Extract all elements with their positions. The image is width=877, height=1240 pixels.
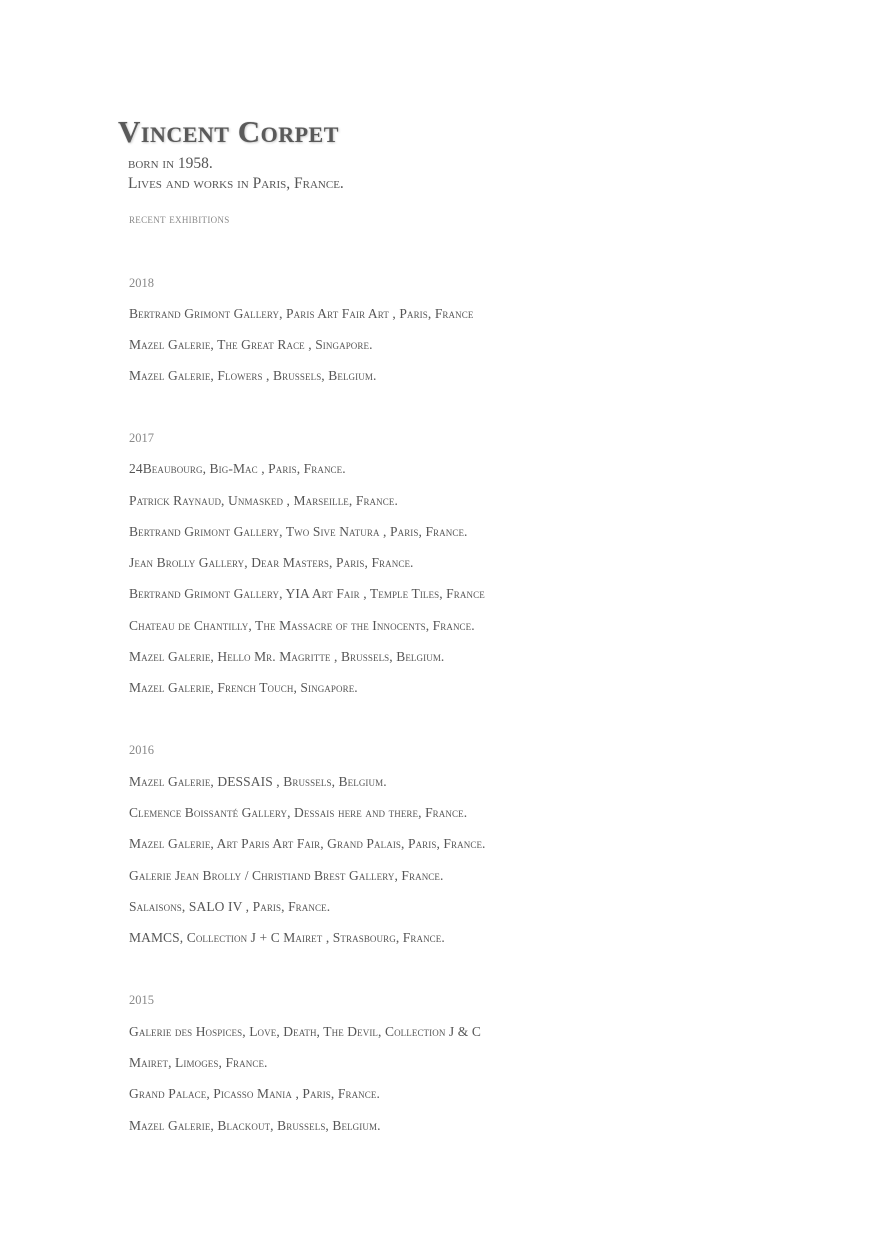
exhibition-entry: Mazel Galerie, Hello Mr. Magritte , Brussels, Belgium.: [129, 649, 445, 664]
exhibition-entry: Bertrand Grimont Gallery, YIA Art Fair , Temple Tiles, France: [129, 586, 485, 601]
exhibition-entry: 24Beaubourg, Big-Mac , Paris, France.: [129, 461, 346, 476]
exhibition-entry: Mairet, Limoges, France.: [129, 1055, 268, 1070]
exhibition-entry: Galerie des Hospices, Love, Death, The Devil, Collection J & C: [129, 1024, 481, 1039]
exhibition-entry: Bertrand Grimont Gallery, Paris Art Fair Art , Paris, France: [129, 306, 474, 321]
exhibition-entry: Clemence Boissanté Gallery, Dessais here and there, France.: [129, 805, 468, 820]
exhibition-entry: Galerie Jean Brolly / Christiand Brest Gallery, France.: [129, 868, 444, 883]
exhibition-entry: Bertrand Grimont Gallery, Two Sive Natura , Paris, France.: [129, 524, 468, 539]
exhibition-entry: Mazel Galerie, French Touch, Singapore.: [129, 680, 358, 695]
header-block: [118, 114, 344, 194]
exhibition-entry: Mazel Galerie, Art Paris Art Fair, Grand Palais, Paris, France.: [129, 836, 486, 851]
exhibition-entry: Mazel Galerie, DESSAIS , Brussels, Belgium.: [129, 774, 387, 789]
exhibition-entry: Chateau de Chantilly, The Massacre of the Innocents, France.: [129, 618, 475, 633]
bio: [128, 154, 344, 194]
section-heading-recent-exhibitions: recent exhibitions: [129, 212, 230, 226]
residence-line: Lives and works in Paris, France.: [128, 175, 344, 192]
year-heading-2018: 2018: [129, 276, 154, 290]
year-heading-2016: 2016: [129, 743, 154, 757]
year-heading-2017: 2017: [129, 431, 154, 445]
artist-name: Vincent Corpet: [118, 114, 339, 149]
exhibition-entry: MAMCS, Collection J + C Mairet , Strasbourg, France.: [129, 930, 445, 945]
exhibition-entry: Mazel Galerie, The Great Race , Singapore.: [129, 337, 373, 352]
year-heading-2015: 2015: [129, 993, 154, 1007]
birth-year-line: born in 1958.: [128, 155, 213, 172]
exhibition-entry: Mazel Galerie, Flowers , Brussels, Belgium.: [129, 368, 377, 383]
exhibition-entry: Grand Palace, Picasso Mania , Paris, France.: [129, 1086, 380, 1101]
exhibition-entry: Patrick Raynaud, Unmasked , Marseille, France.: [129, 493, 398, 508]
exhibition-entry: Salaisons, SALO IV , Paris, France.: [129, 899, 331, 914]
exhibition-entry: Mazel Galerie, Blackout, Brussels, Belgium.: [129, 1118, 381, 1133]
exhibition-entry: Jean Brolly Gallery, Dear Masters, Paris, France.: [129, 555, 414, 570]
